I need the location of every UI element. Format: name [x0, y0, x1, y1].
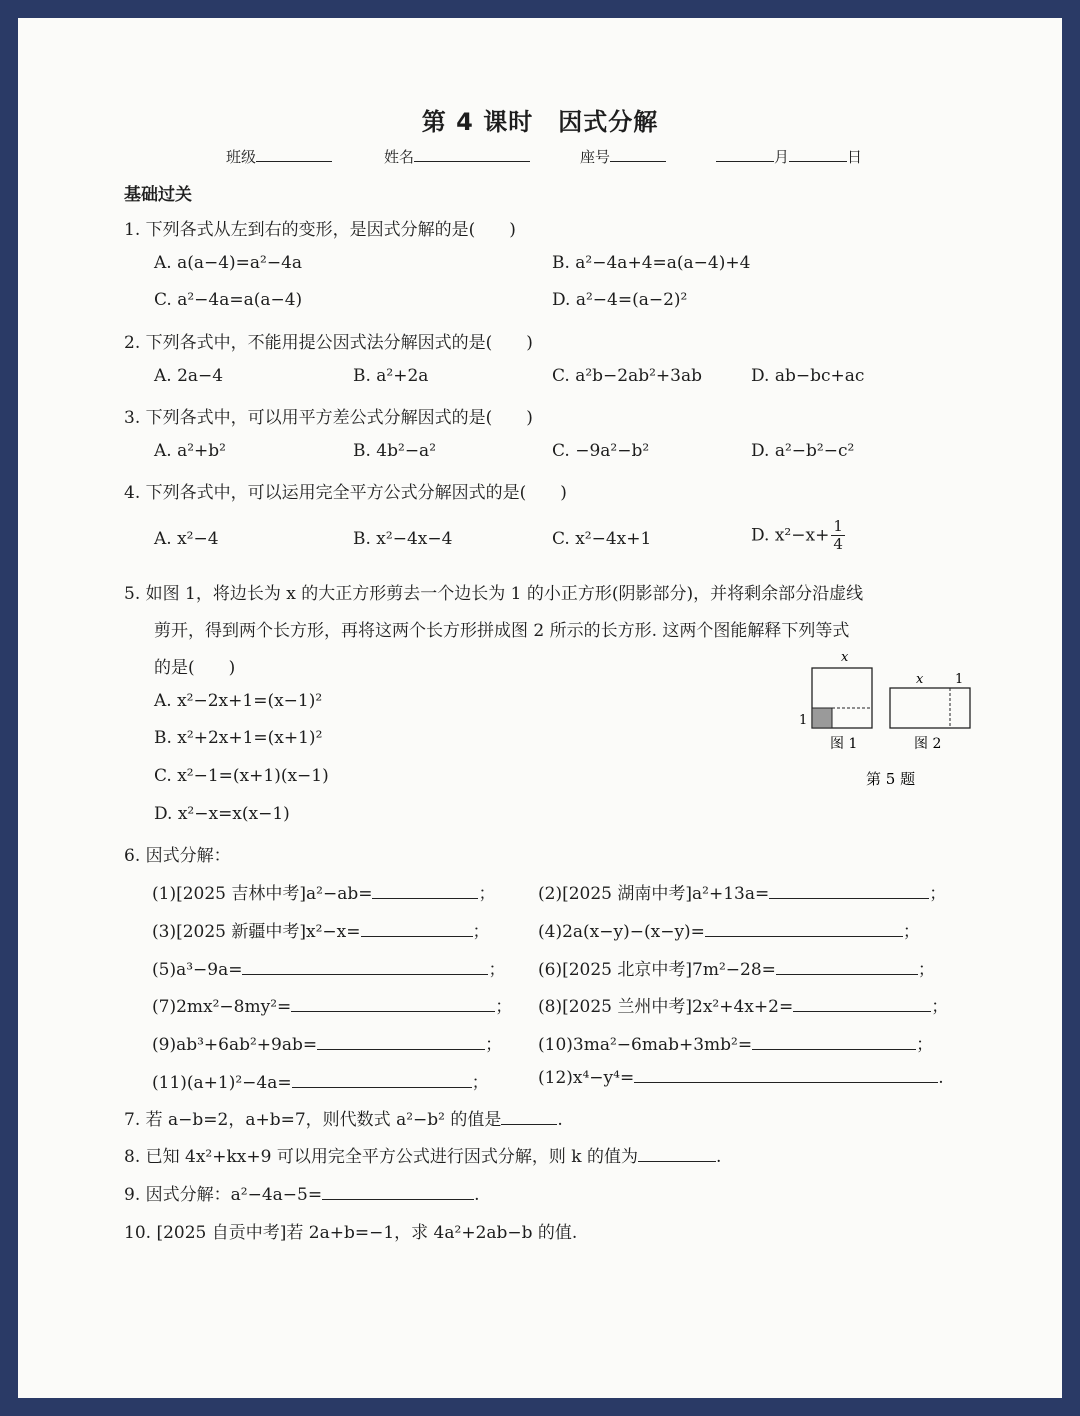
- q8-end: .: [715, 1147, 722, 1167]
- q6-part4-blank[interactable]: [705, 922, 903, 937]
- q2-option-b[interactable]: B. a²+2a: [353, 366, 429, 386]
- q6-part12: [538, 1068, 944, 1088]
- q7-blank[interactable]: [501, 1110, 557, 1125]
- q6-part4-sep: ；: [902, 922, 920, 942]
- q3-option-b[interactable]: B. 4b²−a²: [353, 441, 437, 461]
- q9-end: .: [474, 1185, 480, 1205]
- q2-stem: 2. 下列各式中，不能用提公因式法分解因式的是( ): [124, 333, 533, 353]
- q3-option-a[interactable]: A. a²+b²: [154, 441, 226, 461]
- q6-part7: [152, 992, 512, 1017]
- q6-part10: [538, 1030, 933, 1055]
- class-label: 班级: [226, 148, 257, 166]
- q6-part12-blank[interactable]: [634, 1068, 938, 1083]
- name-blank[interactable]: [414, 147, 530, 162]
- q6-part11-text: (11)(a+1)²−4a=: [152, 1073, 292, 1093]
- q5-figure: [788, 646, 988, 796]
- q2-option-a[interactable]: A. 2a−4: [154, 366, 224, 386]
- q6-part10-text: (10)3ma²−6mab+3mb²=: [538, 1035, 753, 1055]
- q6-part8-blank[interactable]: [793, 997, 931, 1012]
- month-label: 月: [774, 148, 790, 166]
- q6-part8-text: (8)[2025 兰州中考]2x²+4x+2=: [538, 997, 794, 1017]
- q9-text: 9. 因式分解：a²−4a−5=: [124, 1185, 323, 1205]
- q6-part2-blank[interactable]: [769, 884, 929, 899]
- q1-option-d[interactable]: D. a²−4=(a−2)²: [552, 290, 688, 310]
- q4-stem: 4. 下列各式中，可以运用完全平方公式分解因式的是( ): [124, 483, 567, 503]
- month-blank[interactable]: [716, 147, 774, 162]
- q6-part9-blank[interactable]: [317, 1035, 485, 1050]
- q4-fraction-numerator: 1: [833, 517, 843, 535]
- q6-part2-text: (2)[2025 湖南中考]a²+13a=: [538, 884, 770, 904]
- q6-part7-text: (7)2mx²−8my²=: [152, 997, 292, 1017]
- q6-part5-text: (5)a³−9a=: [152, 960, 243, 980]
- q4-option-b[interactable]: B. x²−4x−4: [353, 529, 453, 549]
- q6-part11-sep: ；: [471, 1073, 489, 1093]
- q4-option-d-prefix: D. x²−x+: [751, 525, 830, 546]
- q6-part1-sep: ；: [478, 884, 496, 904]
- q7: [124, 1105, 563, 1130]
- fig2-x-label: x: [916, 672, 924, 687]
- q6-part9-text: (9)ab³+6ab²+9ab=: [152, 1035, 318, 1055]
- q3-stem: 3. 下列各式中，可以用平方差公式分解因式的是( ): [124, 408, 533, 428]
- seat-blank[interactable]: [610, 147, 666, 162]
- q6-part7-sep: ；: [495, 997, 513, 1017]
- q10: 10. [2025 自贡中考]若 2a+b=−1，求 4a²+2ab−b 的值.: [124, 1223, 578, 1243]
- q6-part12-text: (12)x⁴−y⁴=: [538, 1068, 635, 1088]
- q1-option-c[interactable]: C. a²−4a=a(a−4): [154, 290, 303, 310]
- q5-stem-line2: 剪开，得到两个长方形，再将这两个长方形拼成图 2 所示的长方形. 这两个图能解释下列等式: [154, 621, 850, 641]
- q6-part7-blank[interactable]: [291, 997, 495, 1012]
- q2-option-d[interactable]: D. ab−bc+ac: [751, 366, 865, 386]
- fig1-caption: 图 1: [830, 736, 858, 752]
- q6-part10-blank[interactable]: [752, 1035, 916, 1050]
- q9: [124, 1180, 479, 1205]
- q5-option-c[interactable]: C. x²−1=(x+1)(x−1): [154, 766, 329, 786]
- q6-part2-sep: ；: [929, 884, 947, 904]
- q6-stem: 6. 因式分解：: [124, 846, 231, 866]
- q8-blank[interactable]: [638, 1147, 716, 1162]
- page-title: 第 4 课时 因式分解: [421, 108, 659, 136]
- q6-part12-end: .: [938, 1068, 944, 1088]
- q4-fraction: [831, 518, 845, 553]
- q6-part6-text: (6)[2025 北京中考]7m²−28=: [538, 960, 776, 980]
- q6-part1-blank[interactable]: [372, 884, 478, 899]
- q6-part9: [152, 1030, 502, 1055]
- q3-option-c[interactable]: C. −9a²−b²: [552, 441, 650, 461]
- class-field: [226, 146, 332, 167]
- q4-option-c[interactable]: C. x²−4x+1: [552, 529, 652, 549]
- q6-part1-text: (1)[2025 吉林中考]a²−ab=: [152, 884, 373, 904]
- q1-option-a[interactable]: A. a(a−4)=a²−4a: [154, 253, 303, 273]
- q1-stem: 1. 下列各式从左到右的变形，是因式分解的是( ): [124, 220, 516, 240]
- name-field: [384, 146, 530, 167]
- q8: [124, 1142, 721, 1167]
- q6-part1: [152, 879, 495, 904]
- q6-part4: [538, 917, 920, 942]
- seat-field: [580, 146, 666, 167]
- q6-part6-sep: ；: [917, 960, 935, 980]
- q6-part8-sep: ；: [931, 997, 949, 1017]
- q5-stem-line1: 5. 如图 1，将边长为 x 的大正方形剪去一个边长为 1 的小正方形(阴影部分)，并将剩余部分沿虚线: [124, 584, 864, 604]
- q6-part8: [538, 992, 948, 1017]
- fig2-caption: 图 2: [914, 736, 942, 752]
- date-field: [716, 146, 862, 167]
- q6-part4-text: (4)2a(x−y)−(x−y)=: [538, 922, 705, 942]
- q6-part5: [152, 955, 505, 980]
- name-label: 姓名: [384, 148, 415, 166]
- q5-option-d[interactable]: D. x²−x=x(x−1): [154, 804, 290, 824]
- section-title: 基础过关: [124, 185, 192, 205]
- q8-text: 8. 已知 4x²+kx+9 可以用完全平方公式进行因式分解，则 k 的值为: [124, 1147, 638, 1167]
- fig1-side-label: 1: [799, 713, 808, 728]
- q6-part11-blank[interactable]: [292, 1073, 472, 1088]
- seat-label: 座号: [580, 148, 611, 166]
- q6-part9-sep: ；: [485, 1035, 503, 1055]
- q7-text: 7. 若 a−b=2，a+b=7，则代数式 a²−b² 的值是: [124, 1110, 502, 1130]
- fig2-rectangle: [890, 688, 970, 728]
- q9-blank[interactable]: [322, 1185, 474, 1200]
- q1-option-b[interactable]: B. a²−4a+4=a(a−4)+4: [552, 253, 751, 273]
- q5-option-b[interactable]: B. x²+2x+1=(x+1)²: [154, 728, 323, 748]
- day-label: 日: [847, 148, 863, 166]
- class-blank[interactable]: [256, 147, 332, 162]
- q6-part6: [538, 955, 935, 980]
- q6-part11: [152, 1068, 489, 1093]
- q6-part2: [538, 879, 946, 904]
- fig1-small-square: [812, 708, 832, 728]
- q5-option-a[interactable]: A. x²−2x+1=(x−1)²: [154, 691, 323, 711]
- fig2-1-label: 1: [955, 672, 964, 687]
- q6-part3-blank[interactable]: [361, 922, 473, 937]
- q2-option-c[interactable]: C. a²b−2ab²+3ab: [552, 366, 703, 386]
- q4-option-a[interactable]: A. x²−4: [154, 529, 219, 549]
- q6-part5-sep: ；: [488, 960, 506, 980]
- q4-fraction-denominator: 4: [833, 535, 843, 553]
- q6-part3-sep: ；: [472, 922, 490, 942]
- day-blank[interactable]: [789, 147, 847, 162]
- q6-part10-sep: ；: [916, 1035, 934, 1055]
- q6-part3-text: (3)[2025 新疆中考]x²−x=: [152, 922, 361, 942]
- q4-option-d[interactable]: [751, 518, 845, 553]
- q5-stem-line3: 的是( ): [154, 658, 236, 678]
- q6-part3: [152, 917, 490, 942]
- figure-caption: 第 5 题: [866, 770, 916, 788]
- q6-part5-blank[interactable]: [242, 960, 488, 975]
- fig1-top-label: x: [841, 650, 849, 665]
- worksheet-page: [18, 18, 1062, 1398]
- q7-end: .: [557, 1110, 563, 1130]
- q6-part6-blank[interactable]: [776, 960, 918, 975]
- q3-option-d[interactable]: D. a²−b²−c²: [751, 441, 855, 461]
